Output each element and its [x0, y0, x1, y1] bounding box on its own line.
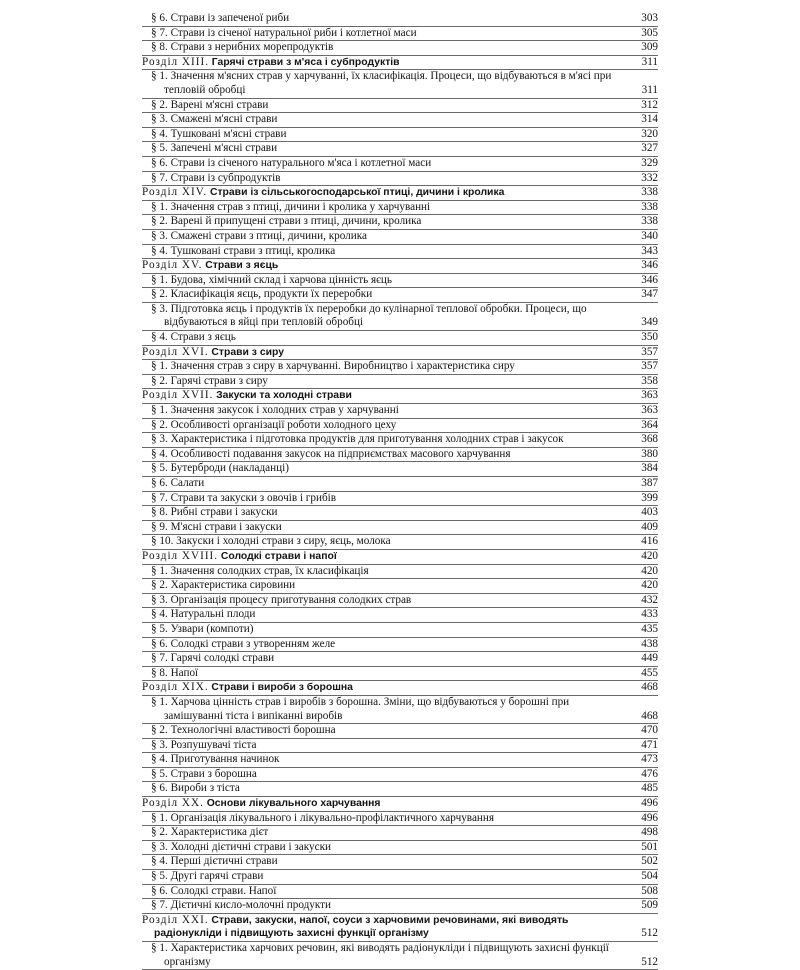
entry-title: § 6. Солодкі страви з утворенням желе: [151, 637, 336, 650]
subsection-entry: [142, 724, 658, 739]
entry-title: § 3. Смажені страви з птиці, дичини, кролика: [151, 229, 367, 242]
entry-title: § 3. Організація процесу приготування солодких страв: [151, 593, 412, 606]
section-title: Закуски та холодні страви: [216, 390, 352, 402]
entry-title: § 4. Натуральні плоди: [151, 608, 256, 621]
page-number: 496: [641, 797, 658, 810]
page-number: 311: [641, 83, 658, 96]
page-number: 338: [641, 186, 658, 199]
page-number: 508: [641, 884, 658, 897]
page-number: 496: [641, 811, 658, 824]
section-title: Страви з сиру: [211, 346, 285, 358]
subsection-entry: [142, 404, 658, 419]
subsection-entry: [142, 594, 658, 609]
subsection-entry: [142, 99, 658, 114]
page-number: 384: [641, 462, 658, 475]
entry-title: § 6. Салати: [151, 477, 205, 489]
subsection-entry: [142, 41, 658, 56]
entry-title: § 1. Будова, хімічний склад і харчова цінність яєць: [151, 273, 393, 286]
entry-title: § 4. Тушковані м'ясні страви: [151, 127, 287, 140]
entry-title: § 5. Запечені м'ясні страви: [151, 142, 278, 155]
entry-title: § 2. Гарячі страви з сиру: [151, 374, 268, 387]
entry-title: § 4. Страви з яєць: [151, 331, 236, 344]
page-number: 485: [641, 782, 658, 795]
subsection-entry: [142, 565, 658, 580]
entry-title: § 4. Особливості подавання закусок на підприємствах масового харчування: [151, 447, 511, 460]
page-number: 380: [641, 447, 658, 460]
page-number: 420: [641, 579, 658, 592]
page-number: 363: [641, 389, 658, 402]
page-number: 350: [641, 331, 658, 344]
subsection-entry: [142, 215, 658, 230]
entry-title: § 6. Вироби з тіста: [151, 782, 240, 795]
subsection-entry: [142, 739, 658, 754]
entry-title: § 7. Страви із січеної натуральної риби і котлетної маси: [151, 26, 417, 39]
page-number: 455: [641, 666, 658, 679]
entry-title: § 3. Холодні дієтичні страви і закуски: [151, 840, 331, 853]
entry-title: § 2. Варені м'ясні страви: [151, 98, 269, 111]
subsection-entry: [142, 812, 658, 827]
subsection-entry: [142, 201, 658, 216]
page-number: 305: [641, 26, 658, 39]
page-number: 314: [641, 113, 658, 126]
section-entry: [142, 56, 658, 71]
page-number: 346: [641, 259, 658, 272]
entry-title: § 1. Значення страв з сиру в харчуванні. Виробництво і характеристика сиру: [151, 360, 515, 373]
page-number: 498: [641, 826, 658, 839]
subsection-entry: [142, 535, 658, 550]
page-number: 343: [641, 244, 658, 257]
page-number: 327: [641, 142, 658, 155]
subsection-entry: [142, 157, 658, 172]
page-number: 449: [641, 652, 658, 665]
entry-title: § 3. Смажені м'ясні страви: [151, 113, 278, 126]
subsection-entry: [142, 172, 658, 187]
page-number: 338: [641, 215, 658, 228]
subsection-entry: [142, 855, 658, 870]
section-entry: [142, 797, 658, 812]
section-entry: [142, 550, 658, 565]
section-entry: [142, 389, 658, 404]
page-number: 349: [641, 316, 658, 329]
entry-title: § 4. Перші дієтичні страви: [151, 855, 278, 868]
page-number: 311: [641, 55, 658, 68]
entry-title: § 5. Узвари (компоти): [151, 622, 254, 635]
entry-title: § 8. Страви з нерибних морепродуктів: [151, 41, 334, 54]
subsection-entry: [142, 70, 658, 98]
page-number: 432: [641, 593, 658, 606]
subsection-entry: [142, 360, 658, 375]
subsection-entry: [142, 462, 658, 477]
section-number: Розділ XXI.: [142, 913, 209, 926]
subsection-entry: [142, 841, 658, 856]
page-number: 435: [641, 622, 658, 635]
entry-title: § 8. Напої: [151, 666, 199, 679]
section-number: Розділ XIII.: [142, 55, 209, 68]
subsection-entry: [142, 288, 658, 303]
section-number: Розділ XV.: [142, 259, 203, 272]
entry-title: § 5. Страви з борошна: [151, 767, 257, 780]
page-number: 416: [641, 535, 658, 548]
page-number: 403: [641, 506, 658, 519]
page-number: 357: [641, 345, 658, 358]
page-number: 471: [641, 738, 658, 751]
section-number: Розділ XIX.: [142, 681, 209, 694]
page-number: 501: [641, 840, 658, 853]
section-entry: [142, 914, 658, 942]
page-number: 332: [641, 171, 658, 184]
page-number: 368: [641, 433, 658, 446]
entry-title: § 2. Особливості організації роботи холодного цеху: [151, 418, 397, 431]
page-number: 512: [641, 927, 658, 940]
page-number: 512: [641, 955, 658, 968]
page-number: 468: [641, 681, 658, 694]
entry-title: § 9. М'ясні страви і закуски: [151, 520, 282, 533]
entry-title: § 7. Страви та закуски з овочів і грибів: [151, 491, 337, 504]
subsection-entry: [142, 128, 658, 143]
entry-title: § 1. Харчова цінність страв і виробів з борошна. Зміни, що відбуваються у борошні при замішуванні тіста і випіканні виробів: [151, 695, 570, 722]
section-entry: [142, 259, 658, 274]
section-title: Гарячі страви з м'яса і субпродуктів: [211, 56, 400, 68]
page-number: 468: [641, 709, 658, 722]
page-number: 433: [641, 608, 658, 621]
subsection-entry: [142, 230, 658, 245]
section-entry: [142, 681, 658, 696]
section-number: Розділ XIV.: [142, 186, 208, 199]
section-number: Розділ XVIII.: [142, 549, 219, 562]
entry-title: § 4. Приготування начинок: [151, 753, 280, 766]
page-number: 309: [641, 41, 658, 54]
section-title: Солодкі страви і напої: [220, 550, 337, 562]
page-number: 470: [641, 724, 658, 737]
subsection-entry: [142, 12, 658, 27]
page-number: 363: [641, 404, 658, 417]
entry-title: § 7. Дієтичні кисло-молочні продукти: [151, 899, 332, 912]
page-number: 409: [641, 520, 658, 533]
page-number: 312: [641, 98, 658, 111]
section-title: Страви з яєць: [205, 260, 279, 272]
section-entry: [142, 186, 658, 201]
entry-title: § 2. Характеристика дієт: [151, 826, 269, 839]
page-number: 399: [641, 491, 658, 504]
page-number: 473: [641, 753, 658, 766]
entry-title: § 5. Бутерброди (накладанці): [151, 462, 289, 475]
section-number: Розділ XVII.: [142, 389, 214, 402]
subsection-entry: [142, 245, 658, 260]
section-title: Страви і вироби з борошна: [211, 682, 353, 694]
subsection-entry: [142, 419, 658, 434]
page-number: 303: [641, 12, 658, 24]
entry-title: § 6. Солодкі страви. Напої: [151, 884, 277, 897]
entry-title: § 4. Тушковані страви з птиці, кролика: [151, 244, 336, 257]
subsection-entry: [142, 782, 658, 797]
subsection-entry: [142, 27, 658, 42]
subsection-entry: [142, 303, 658, 331]
subsection-entry: [142, 506, 658, 521]
subsection-entry: [142, 826, 658, 841]
page-number: 420: [641, 564, 658, 577]
section-title: Основи лікувального харчування: [206, 798, 381, 810]
section-entry: [142, 346, 658, 361]
entry-title: § 10. Закуски і холодні страви з сиру, яєць, молока: [151, 535, 391, 548]
page-number: 509: [641, 899, 658, 912]
subsection-entry: [142, 696, 658, 724]
entry-title: § 1. Значення солодких страв, їх класифікація: [151, 564, 369, 577]
subsection-entry: [142, 667, 658, 682]
page-number: 340: [641, 229, 658, 242]
subsection-entry: [142, 899, 658, 914]
subsection-entry: [142, 608, 658, 623]
entry-title: § 1. Характеристика харчових речовин, які виводять радіонукліди і підвищують захисні функції організму: [151, 942, 609, 968]
entry-title: § 2. Технологічні властивості борошна: [151, 724, 336, 737]
section-title: Страви із сільськогосподарської птиці, дичини і кролика: [209, 187, 505, 199]
entry-title: § 6. Страви із січеного натурального м'яса і котлетної маси: [151, 156, 432, 169]
page-number: 329: [641, 156, 658, 169]
entry-title: § 1. Значення м'ясних страв у харчуванні, їх класифікація. Процеси, що відбуваються в м'ясі при тепловій обробці: [151, 70, 612, 96]
page-number: 338: [641, 200, 658, 213]
subsection-entry: [142, 623, 658, 638]
page-number: 387: [641, 477, 658, 489]
page-number: 476: [641, 767, 658, 780]
entry-title: § 8. Рибні страви і закуски: [151, 506, 278, 519]
entry-title: § 7. Гарячі солодкі страви: [151, 652, 275, 665]
page-number: 420: [641, 549, 658, 562]
page-number: 358: [641, 374, 658, 387]
subsection-entry: [142, 142, 658, 157]
entry-title: § 6. Страви із запеченої риби: [151, 12, 290, 24]
page-number: 438: [641, 637, 658, 650]
subsection-entry: [142, 638, 658, 653]
subsection-entry: [142, 768, 658, 783]
entry-title: § 7. Страви із субпродуктів: [151, 171, 281, 184]
subsection-entry: [142, 448, 658, 463]
table-of-contents: [142, 12, 658, 970]
page-number: 357: [641, 360, 658, 373]
subsection-entry: [142, 942, 658, 970]
entry-title: § 1. Значення закусок і холодних страв у харчуванні: [151, 404, 399, 417]
subsection-entry: [142, 492, 658, 507]
entry-title: § 2. Класифікація яєць, продукти їх переробки: [151, 288, 373, 301]
page-number: 504: [641, 870, 658, 883]
subsection-entry: [142, 113, 658, 128]
page-number: 346: [641, 273, 658, 286]
page-number: 347: [641, 288, 658, 301]
subsection-entry: [142, 477, 658, 492]
entry-title: § 5. Другі гарячі страви: [151, 870, 264, 883]
page-number: 364: [641, 418, 658, 431]
entry-title: § 3. Підготовка яєць і продуктів їх переробки до кулінарної теплової обробки. Процеси, що відбуваються в яйці при тепловій обробці: [151, 302, 587, 329]
entry-title: § 3. Розпушувачі тіста: [151, 738, 257, 751]
entry-title: § 2. Характеристика сировини: [151, 579, 296, 592]
section-number: Розділ XX.: [142, 797, 204, 810]
subsection-entry: [142, 753, 658, 768]
entry-title: § 1. Організація лікувального і лікувально-профілактичного харчування: [151, 811, 495, 824]
subsection-entry: [142, 375, 658, 390]
subsection-entry: [142, 885, 658, 900]
subsection-entry: [142, 331, 658, 346]
section-title: Страви, закуски, напої, соуси з харчовими речовинами, які виводять радіонукліди і підвищують захисні функції організму: [154, 914, 569, 940]
entry-title: § 1. Значення страв з птиці, дичини і кролика у харчуванні: [151, 200, 431, 213]
section-number: Розділ XVI.: [142, 345, 209, 358]
subsection-entry: [142, 274, 658, 289]
subsection-entry: [142, 870, 658, 885]
subsection-entry: [142, 433, 658, 448]
subsection-entry: [142, 521, 658, 536]
subsection-entry: [142, 579, 658, 594]
subsection-entry: [142, 652, 658, 667]
entry-title: § 2. Варені й припущені страви з птиці, дичини, кролика: [151, 215, 422, 228]
page-number: 502: [641, 855, 658, 868]
page-number: 320: [641, 127, 658, 140]
entry-title: § 3. Характеристика і підготовка продуктів для приготування холодних страв і закусок: [151, 433, 564, 446]
